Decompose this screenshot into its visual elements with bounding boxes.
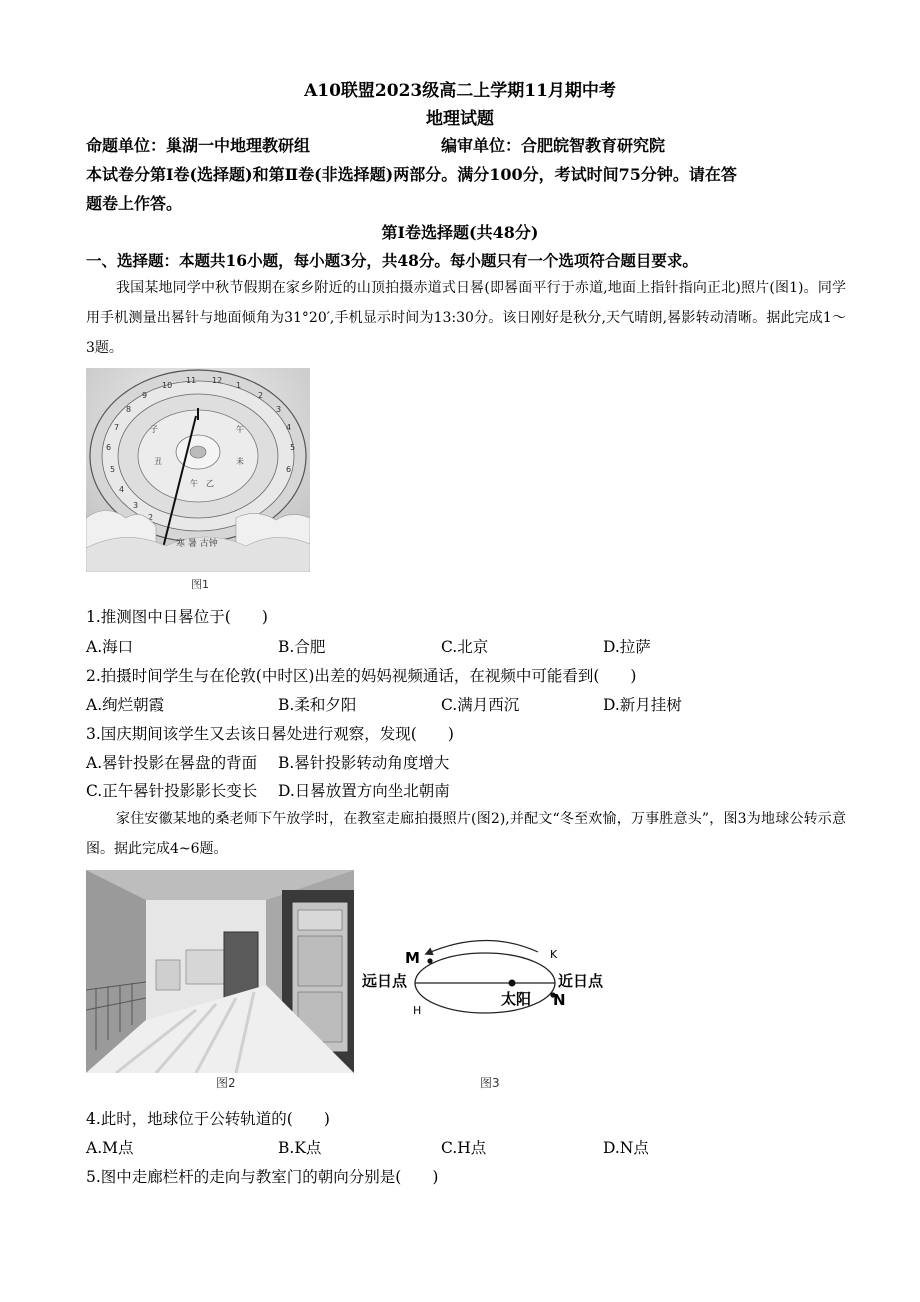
aphelion-label: 远日点	[362, 972, 408, 990]
question-4-stem: 4.此时，地球位于公转轨道的( )	[86, 1110, 330, 1128]
point-k-label: K	[550, 948, 558, 961]
svg-text:9: 9	[142, 391, 148, 400]
figure-3-caption: 图3	[480, 1076, 500, 1090]
question-4-option-d[interactable]: D.N点	[603, 1139, 649, 1157]
point-n-label: N	[553, 991, 566, 1009]
question-1-option-d[interactable]: D.拉萨	[603, 638, 651, 656]
svg-text:3: 3	[276, 405, 282, 414]
sun-label: 太阳	[501, 990, 532, 1008]
question-2-option-c[interactable]: C.满月西沉	[441, 696, 520, 714]
question-4-option-b[interactable]: B.K点	[278, 1139, 322, 1157]
svg-text:5: 5	[290, 443, 296, 452]
exam-title: A10联盟2023级高二上学期11月期中考	[304, 81, 616, 101]
question-3-option-d[interactable]: D.日晷放置方向坐北朝南	[278, 782, 450, 800]
svg-text:午: 午	[190, 479, 198, 488]
svg-text:未: 未	[236, 457, 244, 466]
svg-text:7: 7	[114, 423, 120, 432]
question-2-stem: 2.拍摄时间学生与在伦敦(中时区)出差的妈妈视频通话，在视频中可能看到( )	[86, 667, 637, 685]
question-4-option-c[interactable]: C.H点	[441, 1139, 487, 1157]
perihelion-label: 近日点	[558, 972, 604, 990]
author-unit: 命题单位：巢湖一中地理教研组	[86, 136, 311, 155]
section-title: 第Ⅰ卷选择题(共48分)	[381, 223, 539, 242]
question-1-option-a[interactable]: A.海口	[86, 638, 134, 656]
svg-text:3: 3	[133, 501, 139, 510]
instructions-line-2: 题卷上作答。	[86, 194, 183, 213]
point-h-label: H	[413, 1004, 422, 1017]
revolution-arrow	[426, 940, 538, 954]
exam-subject: 地理试题	[426, 109, 494, 129]
question-1-option-c[interactable]: C.北京	[441, 638, 489, 656]
figure-2-caption: 图2	[216, 1076, 236, 1090]
passage-1: 我国某地同学中秋节假期在家乡附近的山顶拍摄赤道式日晷(即晷面平行于赤道,地面上指针指向正北)照片(图1)。同学用手机测量出晷针与地面倾角为31°20′,手机显示时间为13:30分。该日刚好是秋分,天气晴朗,晷影转动清晰。据此完成1～3题。	[86, 280, 846, 356]
question-5-stem: 5.图中走廊栏杆的走向与教室门的朝向分别是( )	[86, 1168, 439, 1186]
question-3-option-a[interactable]: A.晷针投影在晷盘的背面	[86, 754, 258, 772]
question-2-option-a[interactable]: A.绚烂朝霞	[86, 696, 165, 714]
question-3-option-b[interactable]: B.晷针投影转动角度增大	[278, 754, 450, 772]
question-3-stem: 3.国庆期间该学生又去该日晷处进行观察，发现( )	[86, 725, 454, 743]
svg-text:午: 午	[236, 425, 244, 434]
point-m-label: M	[405, 949, 420, 967]
question-2-option-d[interactable]: D.新月挂树	[603, 696, 682, 714]
svg-text:11: 11	[186, 376, 197, 385]
question-2-option-b[interactable]: B.柔和夕阳	[278, 696, 357, 714]
question-1-option-b[interactable]: B.合肥	[278, 638, 326, 656]
question-4-option-a[interactable]: A.M点	[86, 1139, 134, 1157]
svg-text:4: 4	[286, 423, 292, 432]
svg-text:乙: 乙	[206, 479, 214, 488]
sundial-photo	[86, 368, 310, 572]
point-m-dot	[427, 958, 432, 963]
svg-text:丑: 丑	[154, 457, 162, 466]
question-3-option-c[interactable]: C.正午晷针投影影长变长	[86, 782, 258, 800]
svg-text:12: 12	[212, 376, 223, 385]
passage-2: 家住安徽某地的桑老师下午放学时，在教室走廊拍摄照片(图2),并配文“冬至欢愉，万事胜意头”，图3为地球公转示意图。据此完成4~6题。	[86, 811, 846, 857]
sun-dot	[509, 980, 516, 987]
svg-text:2: 2	[258, 391, 264, 400]
instructions-line-1: 本试卷分第Ⅰ卷(选择题)和第Ⅱ卷(非选择题)两部分。满分100分，考试时间75分钟。请在答	[86, 165, 737, 184]
review-unit: 编审单位：合肥皖智教育研究院	[441, 136, 666, 155]
svg-text:10: 10	[162, 381, 173, 390]
svg-text:1: 1	[236, 381, 242, 390]
svg-text:2: 2	[148, 513, 154, 522]
sundial-inscription: 寒 暑 古钟	[176, 539, 218, 549]
question-1-stem: 1.推测图中日晷位于( )	[86, 608, 268, 626]
svg-text:4: 4	[119, 485, 125, 494]
svg-text:6: 6	[106, 443, 112, 452]
svg-text:5: 5	[110, 465, 116, 474]
corridor-photo	[86, 870, 354, 1073]
section-heading: 一、选择题：本题共16小题，每小题3分，共48分。每小题只有一个选项符合题目要求。	[86, 251, 698, 270]
figure-1-caption: 图1	[191, 578, 209, 591]
svg-text:8: 8	[126, 405, 132, 414]
svg-text:子: 子	[150, 425, 158, 434]
svg-text:6: 6	[286, 465, 292, 474]
